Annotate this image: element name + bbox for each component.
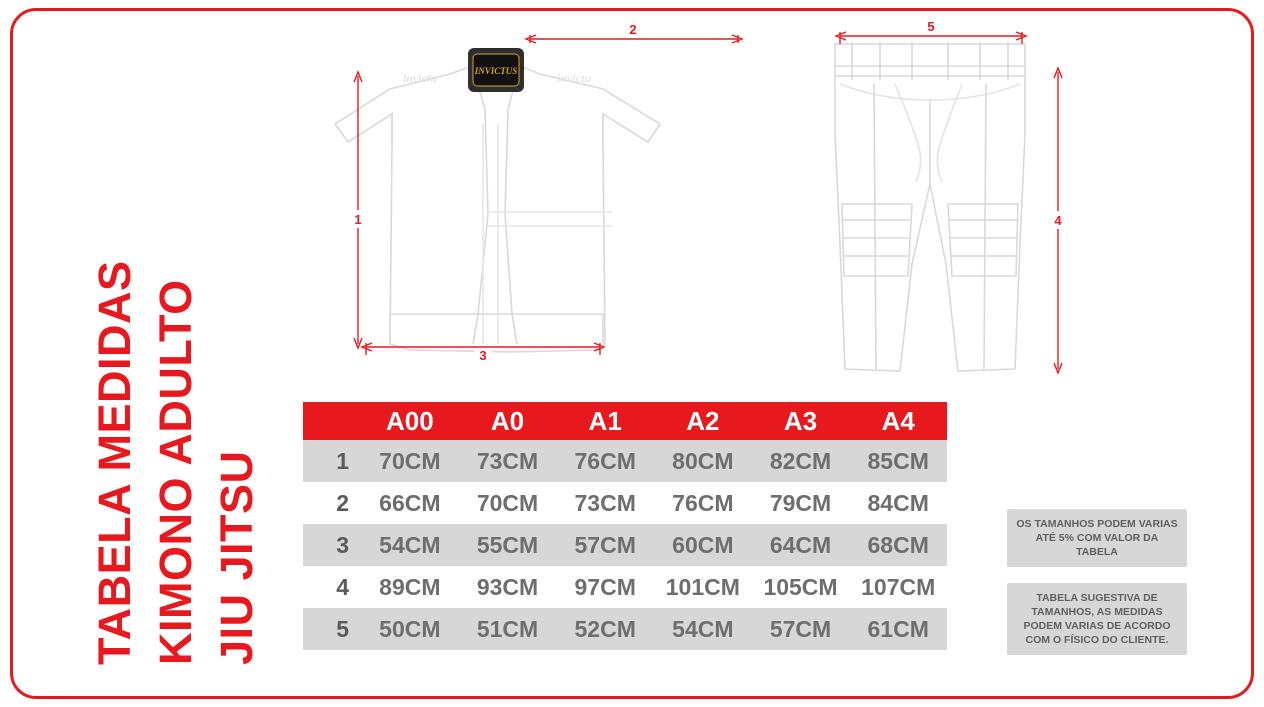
table-cell: 66CM <box>379 489 441 516</box>
table-cell: 70CM <box>476 489 539 516</box>
table-cell: 73CM <box>574 489 636 516</box>
dimension-4-label: 4 <box>1054 213 1062 228</box>
page-title <box>36 40 262 665</box>
table-cell: 54CM <box>672 615 734 642</box>
table-header-row <box>303 402 947 440</box>
gi-jacket-illustration <box>335 66 660 352</box>
row-label: 4 <box>336 573 349 600</box>
table-cell: 68CM <box>867 531 929 558</box>
table-cell: 97CM <box>574 573 636 600</box>
column-header-a1: A1 <box>588 405 622 436</box>
table-row <box>303 566 947 608</box>
table-cell: 60CM <box>672 531 734 558</box>
note-tolerance <box>1007 509 1187 567</box>
column-header-a00: A00 <box>385 405 434 436</box>
table-row <box>303 440 947 482</box>
table-cell: 84CM <box>867 489 929 516</box>
gi-pants-illustration <box>835 42 1025 371</box>
row-label: 5 <box>336 615 349 642</box>
table-cell: 93CM <box>476 573 539 600</box>
table-row <box>303 608 947 650</box>
table-cell: 61CM <box>867 615 929 642</box>
table-row <box>303 482 947 524</box>
page-title-line-2: KIMONO ADULTO <box>150 279 201 665</box>
table-cell: 107CM <box>861 573 936 600</box>
column-header-a0: A0 <box>490 405 525 436</box>
note-tolerance-text: OS TAMANHOS PODEM VARIAS ATÉ 5% COM VALOR DA TABELA <box>1016 517 1178 559</box>
dimension-2-label: 2 <box>629 22 637 37</box>
column-header-a4: A4 <box>881 405 915 436</box>
jacket-brand-left: invictu <box>402 71 438 85</box>
page-title-line-1: TABELA MEDIDAS <box>89 260 140 665</box>
row-label: 1 <box>336 447 349 474</box>
jacket-neck-label <box>468 48 524 92</box>
table-cell: 54CM <box>379 531 441 558</box>
table-cell: 64CM <box>769 531 832 558</box>
page-title-line-3: JIU JITSU <box>211 450 262 665</box>
table-cell: 101CM <box>665 573 740 600</box>
table-cell: 76CM <box>672 489 734 516</box>
table-cell: 82CM <box>769 447 832 474</box>
table-cell: 52CM <box>574 615 636 642</box>
table-cell: 80CM <box>672 447 734 474</box>
table-cell: 70CM <box>379 447 441 474</box>
table-cell: 105CM <box>763 573 838 600</box>
column-header-a2: A2 <box>686 405 720 436</box>
table-cell: 55CM <box>476 531 539 558</box>
table-corner-cell <box>303 402 361 440</box>
dimension-5-label: 5 <box>927 19 935 34</box>
table-cell: 73CM <box>476 447 539 474</box>
table-cell: 89CM <box>379 573 441 600</box>
dimension-1-label: 1 <box>354 212 362 227</box>
measurements-table <box>303 402 947 650</box>
note-disclaimer <box>1007 583 1187 655</box>
dimension-3-label: 3 <box>479 348 487 363</box>
table-cell: 76CM <box>574 447 636 474</box>
table-cell: 57CM <box>769 615 832 642</box>
table-cell: 51CM <box>476 615 539 642</box>
row-label: 3 <box>336 531 349 558</box>
note-disclaimer-text: TABELA SUGESTIVA DE TAMANHOS, AS MEDIDAS PODEM VARIAS DE ACORDO COM O FÍSICO DO CLIENTE. <box>1023 591 1171 647</box>
illustration-area <box>240 14 1250 404</box>
table-cell: 50CM <box>379 615 441 642</box>
table-cell: 85CM <box>867 447 929 474</box>
jacket-brand-right: invictu <box>556 71 592 85</box>
svg-text:INVICTUS: INVICTUS <box>474 66 518 76</box>
table-cell: 57CM <box>574 531 636 558</box>
row-label: 2 <box>336 489 349 516</box>
table-row <box>303 524 947 566</box>
column-header-a3: A3 <box>783 405 818 436</box>
table-cell: 79CM <box>769 489 832 516</box>
